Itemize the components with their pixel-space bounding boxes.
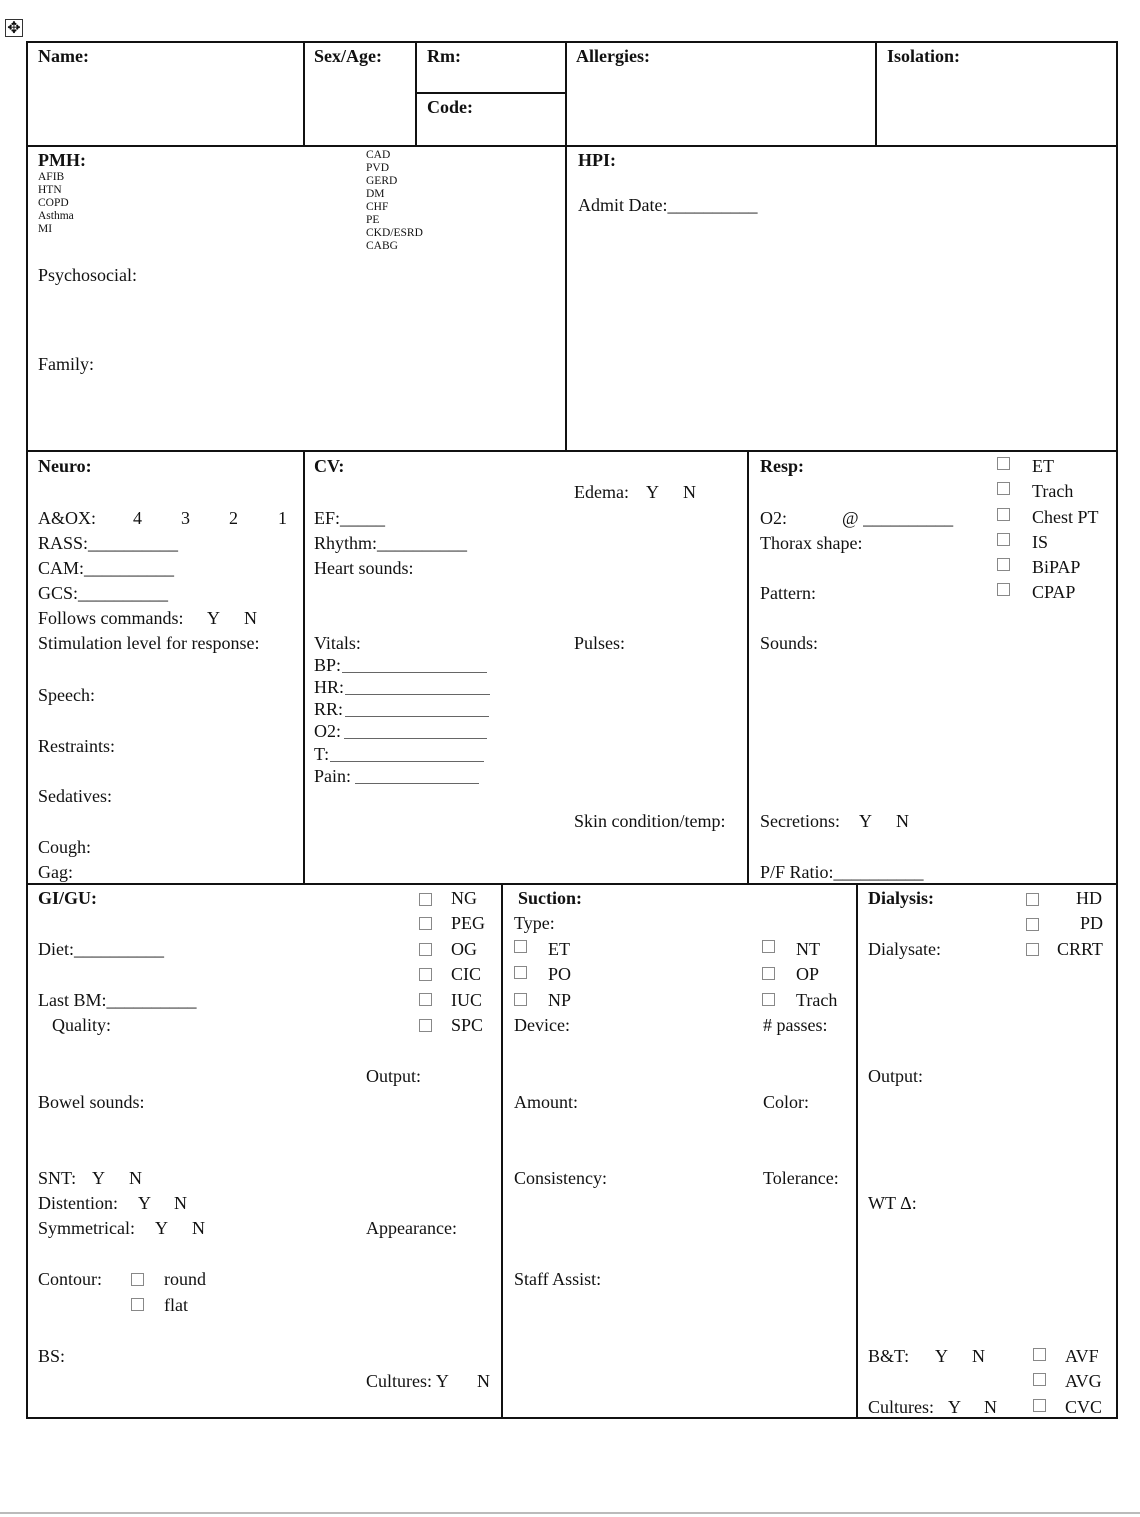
allergies-label: Allergies: (576, 46, 650, 66)
code-label: Code: (427, 97, 473, 117)
bowel-sounds-label: Bowel sounds: (38, 1092, 145, 1112)
aox-option[interactable]: 4 (133, 508, 142, 528)
resp-chestpt-label: Chest PT (1032, 507, 1099, 527)
hpi-title: HPI: (578, 150, 616, 170)
hr-line[interactable] (345, 694, 490, 695)
resp-trach-checkbox[interactable] (997, 482, 1010, 495)
cv-title: CV: (314, 456, 345, 476)
bt-yes[interactable]: Y (935, 1346, 948, 1366)
gigu-ng-checkbox[interactable] (419, 893, 432, 906)
suction-po-checkbox[interactable] (514, 966, 527, 979)
pmh-item: CAD (366, 149, 391, 161)
dialysis-hd-checkbox[interactable] (1026, 893, 1039, 906)
resp-cpap-label: CPAP (1032, 582, 1076, 602)
bp-line[interactable] (342, 672, 487, 673)
bt-no[interactable]: N (972, 1346, 985, 1366)
temp-line[interactable] (330, 761, 484, 762)
secretions-no[interactable]: N (896, 811, 909, 831)
pmh-item: MI (38, 223, 53, 235)
gigu-cic-label: CIC (451, 964, 482, 984)
dialysis-output-label: Output: (868, 1066, 924, 1086)
suction-np-checkbox[interactable] (514, 993, 527, 1006)
rhythm-field[interactable]: Rhythm:__________ (314, 533, 468, 553)
distention-yes[interactable]: Y (138, 1193, 151, 1213)
pmh-item: DM (366, 188, 385, 200)
color-label: Color: (763, 1092, 810, 1112)
suction-trach-checkbox[interactable] (762, 993, 775, 1006)
family-label: Family: (38, 354, 95, 374)
pmh-item: HTN (38, 184, 62, 196)
pmh-list-left (38, 171, 74, 236)
pmh-title: PMH: (38, 150, 86, 170)
aox-option[interactable]: 3 (181, 508, 190, 528)
resp-et-label: ET (1032, 456, 1054, 476)
temp-label: T: (314, 744, 330, 764)
suction-op-label: OP (796, 964, 820, 984)
rr-line[interactable] (345, 716, 489, 717)
amount-label: Amount: (514, 1092, 579, 1112)
symmetrical-yes[interactable]: Y (155, 1218, 168, 1238)
o2-label: O2: (314, 721, 341, 741)
dialysis-avg-checkbox[interactable] (1033, 1373, 1046, 1386)
heart-sounds-label: Heart sounds: (314, 558, 414, 578)
pmh-item: CHF (366, 201, 389, 213)
room-label: Rm: (427, 46, 461, 66)
pmh-item: GERD (366, 175, 398, 187)
dialysis-pd-label: PD (1080, 913, 1104, 933)
gigu-peg-label: PEG (451, 913, 486, 933)
suction-nt-checkbox[interactable] (762, 940, 775, 953)
appearance-label: Appearance: (366, 1218, 457, 1238)
thorax-label: Thorax shape: (760, 533, 863, 553)
pmh-item: CABG (366, 240, 398, 252)
dialysis-avf-label: AVF (1065, 1346, 1099, 1366)
aox-option[interactable]: 1 (278, 508, 287, 528)
rr-label: RR: (314, 699, 344, 719)
follows-no[interactable]: N (244, 608, 257, 628)
pmh-item: Asthma (38, 210, 74, 222)
gigu-output-label: Output: (366, 1066, 422, 1086)
last-bm-field[interactable]: Last BM:__________ (38, 990, 197, 1010)
edema-label: Edema: (574, 482, 629, 502)
restraints-label: Restraints: (38, 736, 115, 756)
pulses-label: Pulses: (574, 633, 626, 653)
pmh-item: CKD/ESRD (366, 227, 423, 239)
quality-label: Quality: (52, 1015, 111, 1035)
resp-is-checkbox[interactable] (997, 533, 1010, 546)
snt-yes[interactable]: Y (92, 1168, 105, 1188)
dialysis-avf-checkbox[interactable] (1033, 1348, 1046, 1361)
dialysis-title: Dialysis: (868, 888, 935, 908)
rass-field[interactable]: RASS:__________ (38, 533, 179, 553)
gcs-field[interactable]: GCS:__________ (38, 583, 169, 603)
gigu-iuc-checkbox[interactable] (419, 993, 432, 1006)
gigu-og-checkbox[interactable] (419, 943, 432, 956)
aox-option[interactable]: 2 (229, 508, 238, 528)
resp-o2-label: O2: (760, 508, 787, 528)
cough-label: Cough: (38, 837, 92, 857)
resp-sounds-label: Sounds: (760, 633, 819, 653)
contour-round-label: round (164, 1269, 206, 1289)
dialysis-cultures-label: Cultures: (868, 1397, 934, 1417)
suction-trach-label: Trach (796, 990, 838, 1010)
distention-label: Distention: (38, 1193, 118, 1213)
resp-et-checkbox[interactable] (997, 457, 1010, 470)
dialysis-cvc-checkbox[interactable] (1033, 1399, 1046, 1412)
dialysis-cultures-no[interactable]: N (984, 1397, 997, 1417)
suction-np-label: NP (548, 990, 572, 1010)
tolerance-label: Tolerance: (763, 1168, 839, 1188)
follows-yes[interactable]: Y (207, 608, 220, 628)
speech-label: Speech: (38, 685, 95, 705)
vitals-label: Vitals: (314, 633, 361, 653)
resp-chestpt-checkbox[interactable] (997, 508, 1010, 521)
suction-et-checkbox[interactable] (514, 940, 527, 953)
follows-commands-label: Follows commands: (38, 608, 184, 628)
psychosocial-label: Psychosocial: (38, 265, 137, 285)
device-label: Device: (514, 1015, 570, 1035)
contour-flat-checkbox[interactable] (131, 1298, 144, 1311)
isolation-label: Isolation: (887, 46, 961, 66)
resp-title: Resp: (760, 456, 804, 476)
gigu-spc-checkbox[interactable] (419, 1019, 432, 1032)
edema-yes[interactable]: Y (646, 482, 659, 502)
gigu-cultures-yes[interactable]: Cultures: Y (366, 1371, 449, 1391)
aox-label: A&OX: (38, 508, 96, 528)
bt-label: B&T: (868, 1346, 910, 1366)
bs-label: BS: (38, 1346, 66, 1366)
dialysis-cultures-yes[interactable]: Y (948, 1397, 961, 1417)
resp-bipap-checkbox[interactable] (997, 558, 1010, 571)
neuro-title: Neuro: (38, 456, 92, 476)
suction-et-label: ET (548, 939, 570, 959)
pmh-item: PVD (366, 162, 390, 174)
bp-label: BP: (314, 655, 342, 675)
sedatives-label: Sedatives: (38, 786, 112, 806)
gigu-og-label: OG (451, 939, 477, 959)
gigu-spc-label: SPC (451, 1015, 484, 1035)
gigu-ng-label: NG (451, 888, 477, 908)
suction-title: Suction: (518, 888, 583, 908)
dialysis-crrt-checkbox[interactable] (1026, 943, 1039, 956)
dialysis-crrt-label: CRRT (1057, 939, 1103, 959)
pain-line[interactable] (355, 783, 479, 784)
distention-no[interactable]: N (174, 1193, 187, 1213)
hr-label: HR: (314, 677, 345, 697)
snt-label: SNT: (38, 1168, 77, 1188)
gigu-iuc-label: IUC (451, 990, 482, 1010)
pf-ratio-field[interactable]: P/F Ratio:__________ (760, 862, 924, 882)
pattern-label: Pattern: (760, 583, 816, 603)
consistency-label: Consistency: (514, 1168, 607, 1188)
snt-no[interactable]: N (129, 1168, 142, 1188)
admit-date-field[interactable]: Admit Date:__________ (578, 195, 758, 215)
contour-flat-label: flat (164, 1295, 188, 1315)
gigu-peg-checkbox[interactable] (419, 917, 432, 930)
dialysis-pd-checkbox[interactable] (1026, 918, 1039, 931)
gag-label: Gag: (38, 862, 73, 882)
sex-age-label: Sex/Age: (314, 46, 382, 66)
pmh-list-right (366, 149, 423, 253)
symmetrical-label: Symmetrical: (38, 1218, 135, 1238)
resp-cpap-checkbox[interactable] (997, 583, 1010, 596)
passes-label: # passes: (763, 1015, 828, 1035)
secretions-yes[interactable]: Y (859, 811, 872, 831)
dialysis-hd-label: HD (1076, 888, 1102, 908)
o2-line[interactable] (344, 738, 487, 739)
contour-label: Contour: (38, 1269, 103, 1289)
table-move-handle-icon[interactable]: ✥ (5, 19, 23, 37)
diet-field[interactable]: Diet:__________ (38, 939, 164, 959)
staff-assist-label: Staff Assist: (514, 1269, 602, 1289)
pmh-item: PE (366, 214, 380, 226)
resp-o2-field[interactable]: @ __________ (842, 508, 954, 528)
gigu-cic-checkbox[interactable] (419, 968, 432, 981)
resp-is-label: IS (1032, 532, 1049, 552)
weight-change-label: WT Δ: (868, 1193, 917, 1213)
cam-field[interactable]: CAM:__________ (38, 558, 175, 578)
ef-field[interactable]: EF:_____ (314, 508, 386, 528)
resp-trach-label: Trach (1032, 481, 1074, 501)
pain-label: Pain: (314, 766, 352, 786)
resp-bipap-label: BiPAP (1032, 557, 1081, 577)
gigu-cultures-no[interactable]: N (477, 1371, 490, 1391)
page-bottom-divider (0, 1512, 1140, 1514)
dialysis-cvc-label: CVC (1065, 1397, 1103, 1417)
skin-label: Skin condition/temp: (574, 811, 726, 831)
suction-po-label: PO (548, 964, 572, 984)
secretions-label: Secretions: (760, 811, 840, 831)
name-label: Name: (38, 46, 89, 66)
suction-type-label: Type: (514, 913, 555, 933)
pmh-item: COPD (38, 197, 69, 209)
pmh-item: AFIB (38, 171, 65, 183)
gigu-title: GI/GU: (38, 888, 98, 908)
dialysis-avg-label: AVG (1065, 1371, 1102, 1391)
contour-round-checkbox[interactable] (131, 1273, 144, 1286)
suction-op-checkbox[interactable] (762, 967, 775, 980)
stimulation-label: Stimulation level for response: (38, 633, 260, 653)
edema-no[interactable]: N (683, 482, 696, 502)
suction-nt-label: NT (796, 939, 820, 959)
symmetrical-no[interactable]: N (192, 1218, 205, 1238)
dialysate-label: Dialysate: (868, 939, 941, 959)
